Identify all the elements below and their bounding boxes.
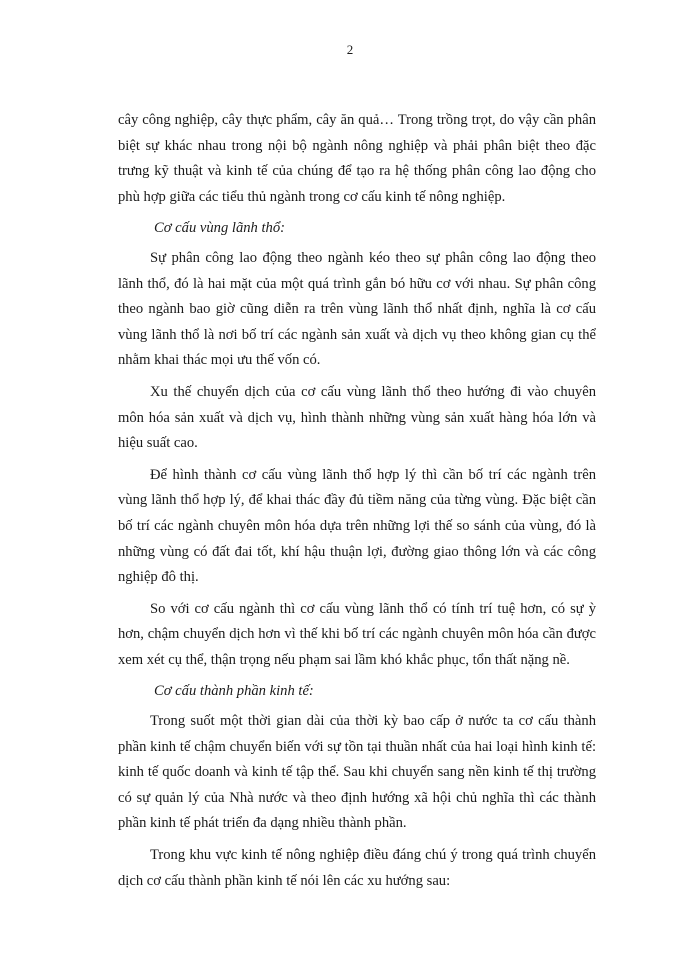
paragraph: Xu thế chuyển dịch của cơ cấu vùng lãnh thổ theo hướng đi vào chuyên môn hóa sản xuất và dịch vụ, hình thành những vùng sản xuất hàng hóa lớn và hiệu suất cao. <box>118 383 596 452</box>
paragraph: Trong suốt một thời gian dài của thời kỳ bao cấp ở nước ta cơ cấu thành phần kinh tế chậm chuyển biến với sự tồn tại thuần nhất của hai loại hình kinh tế: kinh tế quốc doanh và kinh tế tập thể. Sau khi chuyển sang nền kinh tế thị trường có sự quản lý của Nhà nước và theo định hướng xã hội chủ nghĩa thì các thành phần kinh tế phát triển đa dạng nhiều thành phần. <box>118 713 596 832</box>
section-heading-regional-structure: Cơ cấu vùng lãnh thổ: <box>154 220 286 237</box>
paragraph: Để hình thành cơ cấu vùng lãnh thổ hợp lý thì cần bố trí các ngành trên vùng lãnh thổ hợp lý, để khai thác đầy đủ tiềm năng của từng vùng. Đặc biệt cần bố trí các ngành chuyên môn hóa dựa trên những lợi thế so sánh của vùng, đó là những vùng có đất đai tốt, khí hậu thuận lợi, đường giao thông lớn và các công nghiệp đô thị. <box>118 466 596 586</box>
paragraph: So với cơ cấu ngành thì cơ cấu vùng lãnh thổ có tính trí tuệ hơn, có sự ỳ hơn, chậm chuyển dịch hơn vì thế khi bố trí các ngành chuyên môn hóa cần được xem xét cụ thể, thận trọng nếu phạm sai lầm khó khắc phục, tổn thất nặng nề. <box>118 600 596 668</box>
section-heading-economic-sectors: Cơ cấu thành phần kinh tế: <box>154 683 314 700</box>
paragraph: Sự phân công lao động theo ngành kéo theo sự phân công lao động theo lãnh thổ, đó là hai mặt của một quá trình gắn bó hữu cơ với nhau. Sự phân công theo ngành bao giờ cũng diễn ra trên vùng lãnh thổ nhất định, nghĩa là cơ cấu vùng lãnh thổ là nơi bố trí các ngành sản xuất và dịch vụ theo không gian cụ thể nhằm khai thác mọi ưu thế vốn có. <box>118 249 596 369</box>
document-body <box>118 108 596 900</box>
page-number: 2 <box>346 42 354 57</box>
paragraph: Trong khu vực kinh tế nông nghiệp điều đáng chú ý trong quá trình chuyển dịch cơ cấu thành phần kinh tế nói lên các xu hướng sau: <box>118 847 596 889</box>
paragraph-intro-continuation: cây công nghiệp, cây thực phẩm, cây ăn quả… Trong trồng trọt, do vậy cần phân biệt sự khác nhau trong nội bộ ngành nông nghiệp và phải phân biệt theo đặc trưng kỹ thuật và kinh tế của chúng để tạo ra hệ thống phân công lao động cho phù hợp giữa các tiểu thủ ngành trong cơ cấu kinh tế nông nghiệp. <box>118 112 596 205</box>
